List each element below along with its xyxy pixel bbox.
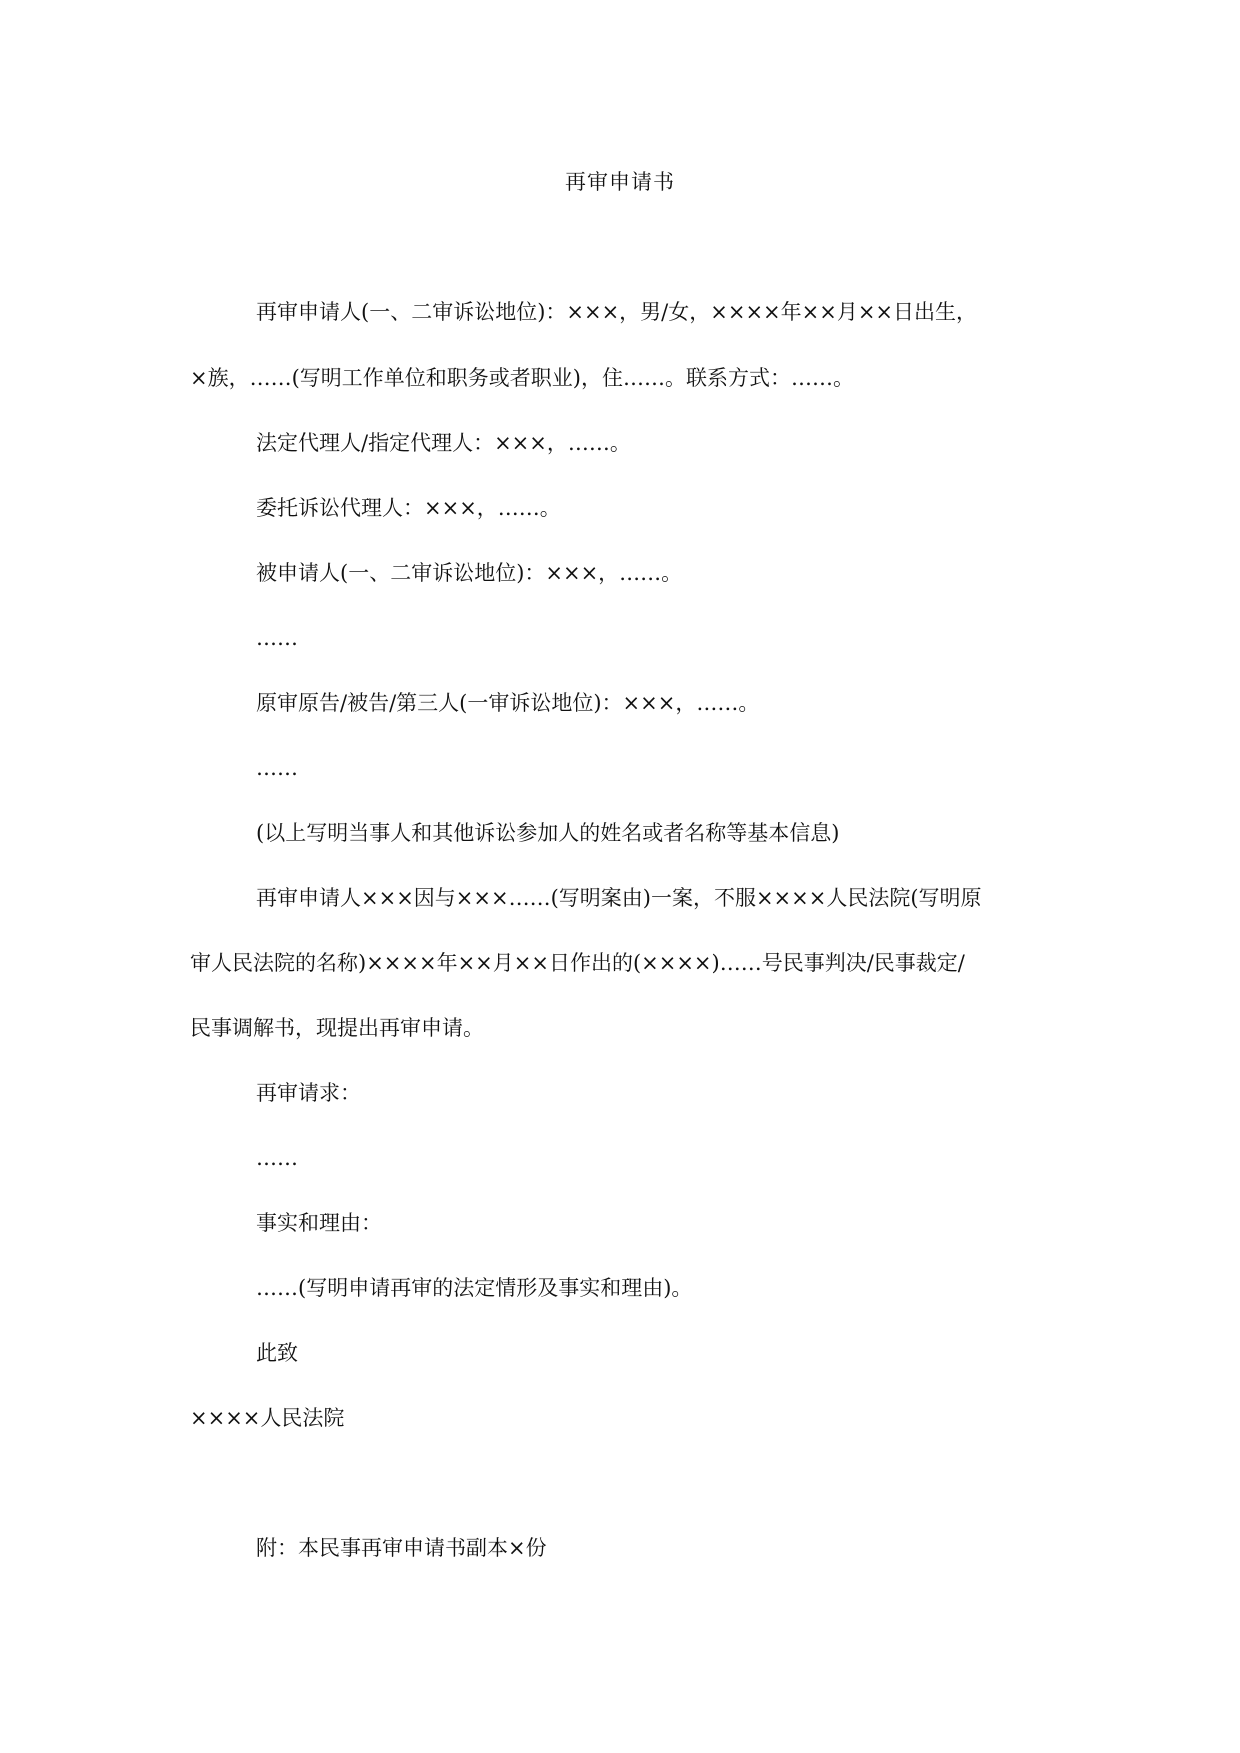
- original-party-line: 原审原告/被告/第三人(一审诉讼地位)：×××，……。: [256, 691, 760, 715]
- ellipsis-line-2: ……: [256, 756, 298, 780]
- attachment-note: 附：本民事再审申请书副本×份: [256, 1536, 547, 1560]
- retrial-request-heading: 再审请求：: [256, 1081, 361, 1105]
- respondent-line: 被申请人(一、二审诉讼地位)：×××，……。: [256, 561, 683, 585]
- document-title: 再审申请书: [565, 170, 675, 194]
- ellipsis-line-1: ……: [256, 626, 298, 650]
- case-statement-line-3: 民事调解书，现提出再审申请。: [190, 1016, 484, 1040]
- retrial-request-content: ……: [256, 1146, 298, 1170]
- court-name: ××××人民法院: [190, 1406, 345, 1430]
- case-statement-line-2: 审人民法院的名称)××××年××月××日作出的(××××)……号民事判决/民事裁定/: [190, 951, 965, 975]
- applicant-line-1: 再审申请人(一、二审诉讼地位)：×××，男/女，××××年××月××日出生，: [256, 300, 978, 324]
- legal-representative-line: 法定代理人/指定代理人：×××，……。: [256, 431, 631, 455]
- case-statement-line-1: 再审申请人×××因与×××……(写明案由)一案，不服××××人民法院(写明原: [256, 886, 982, 910]
- applicant-line-2: ×族，……(写明工作单位和职务或者职业)，住……。联系方式：……。: [190, 366, 854, 390]
- facts-reasons-content: ……(写明申请再审的法定情形及事实和理由)。: [256, 1276, 693, 1300]
- party-info-note: (以上写明当事人和其他诉讼参加人的姓名或者名称等基本信息): [256, 821, 840, 845]
- salutation: 此致: [256, 1341, 298, 1365]
- facts-reasons-heading: 事实和理由：: [256, 1211, 382, 1235]
- entrusted-agent-line: 委托诉讼代理人：×××，……。: [256, 496, 561, 520]
